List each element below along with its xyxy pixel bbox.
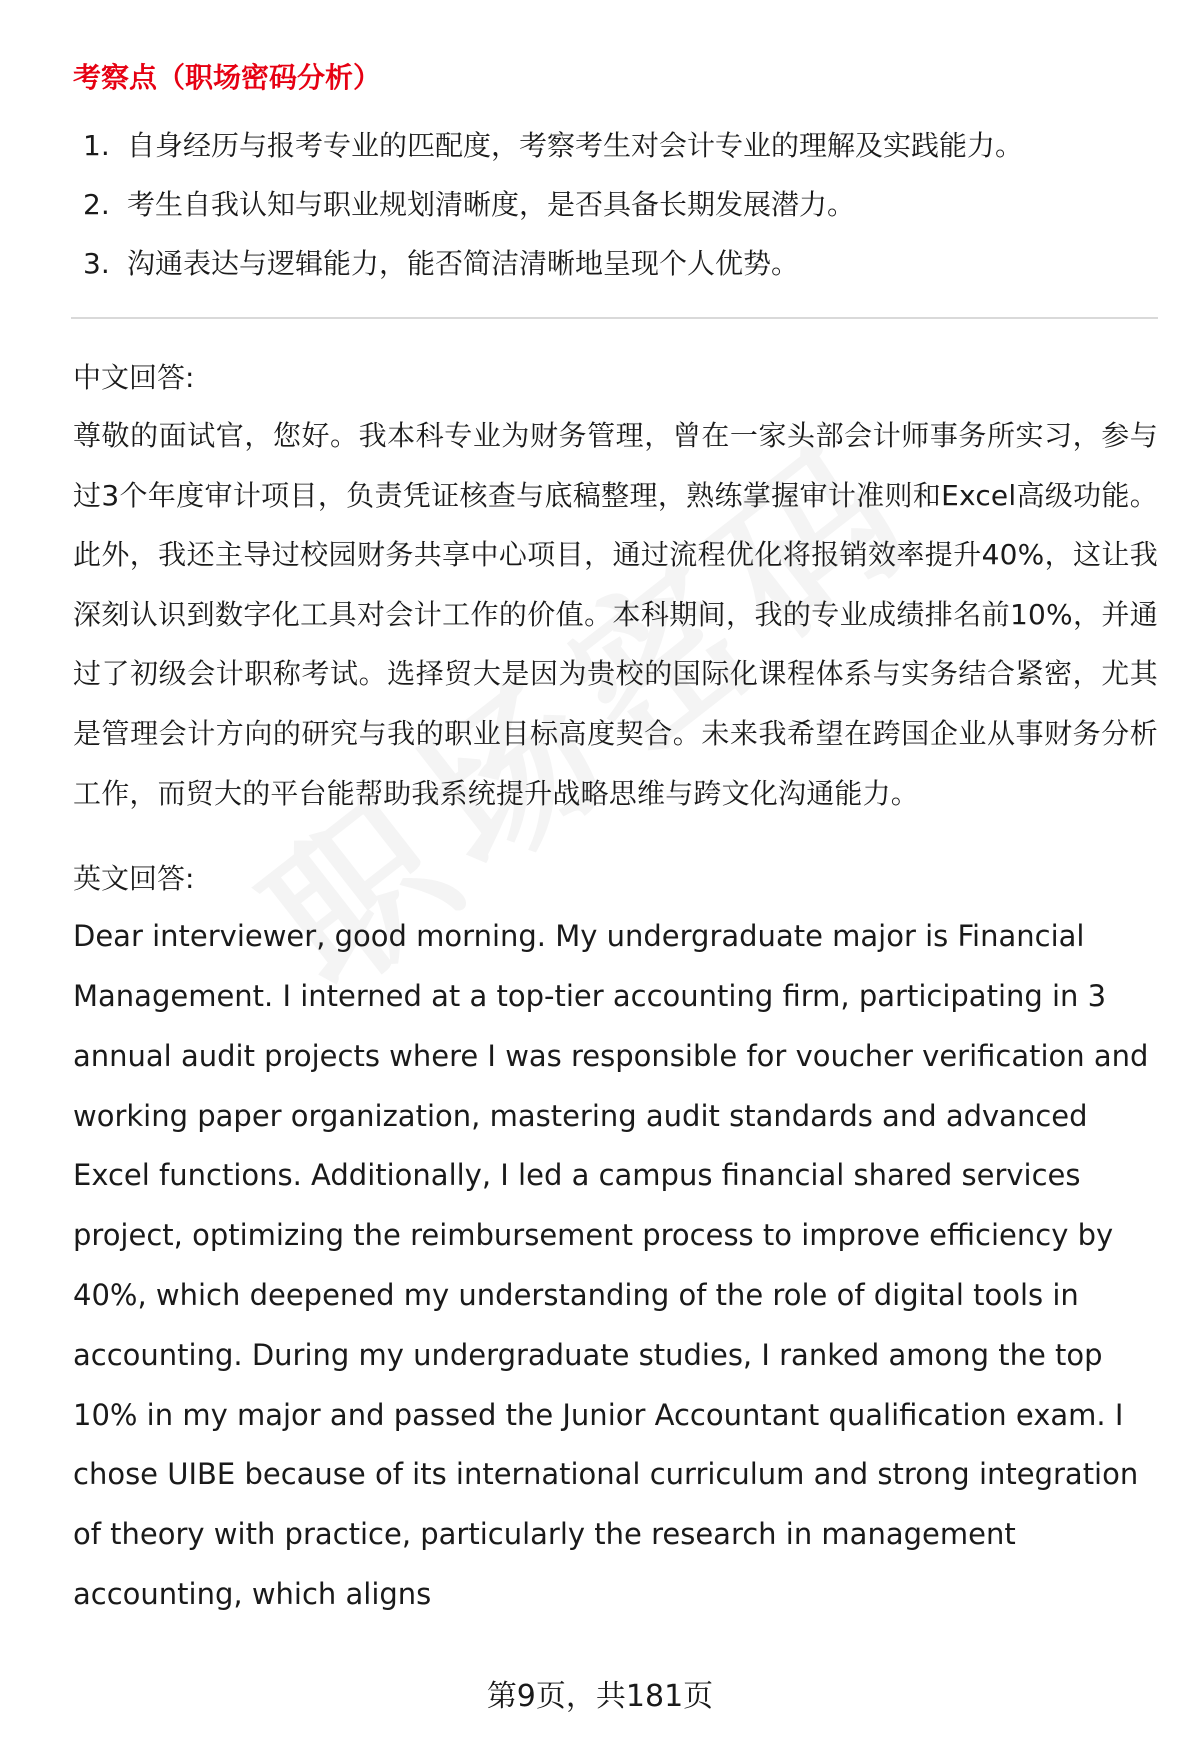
list-item xyxy=(83,126,1158,166)
list-item-number: 3. xyxy=(83,247,110,280)
page-number: 第9页，共181页 xyxy=(486,1679,714,1714)
section-divider xyxy=(71,317,1158,319)
document-page xyxy=(73,58,1158,1625)
list-item xyxy=(83,244,1158,284)
list-item-number: 1. xyxy=(83,129,110,162)
list-item-number: 2. xyxy=(83,188,110,221)
list-item-text: 考生自我认知与职业规划清晰度，是否具备长期发展潜力。 xyxy=(127,188,856,221)
exam-points-title: 考察点（职场密码分析） xyxy=(73,61,382,94)
chinese-answer-label: 中文回答: xyxy=(73,361,195,394)
english-answer-label: 英文回答: xyxy=(73,862,195,896)
list-item xyxy=(83,185,1158,225)
list-item-text: 自身经历与报考专业的匹配度，考察考生对会计专业的理解及实践能力。 xyxy=(127,129,1024,162)
exam-points-list xyxy=(73,126,1158,284)
list-item-text: 沟通表达与逻辑能力，能否简洁清晰地呈现个人优势。 xyxy=(127,247,800,280)
english-answer-text: Dear interviewer, good morning. My undergraduate major is Financial Management. I interned at a top-tier accounting firm, participating in 3 annual audit projects where I was responsible for voucher verification and working paper organization, mastering audit standards and advanced Excel functions. Additionally, I led a campus financial shared services project, optimizing the reimbursement process to improve efficiency by 40%, which deepened my understanding of the role of digital tools in accounting. During my undergraduate studies, I ranked among the top 10% in my major and passed the Junior Accountant qualification exam. I chose UIBE because of its international curriculum and strong integration of theory with practice, particularly the research in management accounting, which aligns xyxy=(73,919,1149,1611)
chinese-answer-text: 尊敬的面试官，您好。我本科专业为财务管理，曾在一家头部会计师事务所实习，参与过3个年度审计项目，负责凭证核查与底稿整理，熟练掌握审计准则和Excel高级功能。此外，我还主导过校园财务共享中心项目，通过流程优化将报销效率提升40%，这让我深刻认识到数字化工具对会计工作的价值。本科期间，我的专业成绩排名前10%，并通过了初级会计职称考试。选择贸大是因为贵校的国际化课程体系与实务结合紧密，尤其是管理会计方向的研究与我的职业目标高度契合。未来我希望在跨国企业从事财务分析工作，而贸大的平台能帮助我系统提升战略思维与跨文化沟通能力。 xyxy=(73,419,1158,810)
